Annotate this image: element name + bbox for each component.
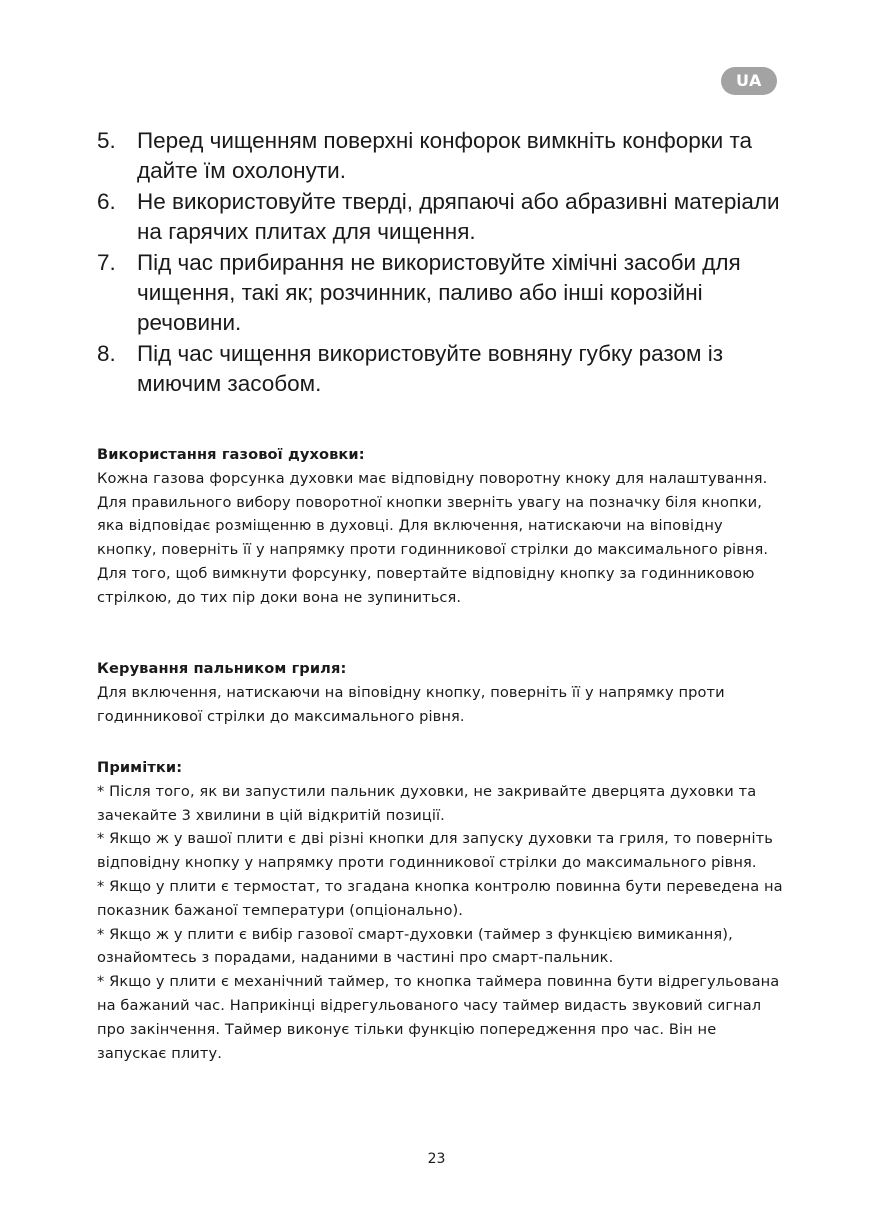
list-item — [97, 187, 797, 248]
oven-section — [97, 443, 787, 610]
list-item-text: Не використовуйте тверді, дряпаючі або абразивні матеріали на гарячих плитах для чищення. — [137, 188, 780, 245]
list-item-number: 8. — [97, 340, 116, 366]
notes-section-heading: Примітки: — [97, 759, 183, 776]
list-item-number: 7. — [97, 249, 116, 275]
grill-section-heading: Керування пальником гриля: — [97, 660, 347, 677]
note-item: * Якщо ж у вашої плити є дві різні кнопки для запуску духовки та гриля, то поверніть відповідну кнопку у напрямку проти годинникової стрілки до максимального рівня. — [97, 830, 773, 872]
list-item-text: Перед чищенням поверхні конфорок вимкніть конфорки та дайте їм охолонути. — [137, 128, 753, 184]
list-item — [97, 248, 797, 339]
note-item: * Після того, як ви запустили пальник духовки, не закривайте дверцята духовки та зачекайте 3 хвилини в цій відкритій позиції. — [97, 782, 757, 824]
notes-section — [97, 756, 787, 1065]
list-item-text: Під час чищення використовуйте вовняну губку разом із миючим засобом. — [137, 340, 724, 397]
oven-section-heading: Використання газової духовки: — [97, 446, 365, 463]
grill-section-body: Для включення, натискаючи на віповідну кнопку, поверніть її у напрямку проти годинникової стрілки до максимального рівня. — [97, 683, 725, 725]
list-item — [97, 339, 797, 400]
grill-section — [97, 657, 787, 728]
note-item: * Якщо у плити є механічний таймер, то кнопка таймера повинна бути відрегульована на бажаний час. Наприкінці відрегульованого часу таймер видасть звуковий сигнал про закінчення. Таймер виконує тільки функцію попередження про час. Він не запускає плиту. — [97, 973, 780, 1062]
list-item — [97, 126, 797, 187]
note-item: * Якщо ж у плити є вибір газової смарт-духовки (таймер з функцією вимикання), ознайомтесь з порадами, наданими в частині про смарт-пальник. — [97, 925, 733, 967]
language-badge: UA — [721, 67, 777, 95]
list-item-number: 6. — [97, 188, 116, 214]
oven-section-body: Кожна газова форсунка духовки має відповідну поворотну кноку для налаштування. Для правильного вибору поворотної кнопки зверніть увагу на позначку біля кнопки, яка відповідає розміщенню в духовці. Для включення, натискаючи на віповідну кнопку, поверніть її у напрямку проти годинникової стрілки до максимального рівня. Для того, щоб вимкнути форсунку, повертайте відповідну кнопку за годинниковою стрілкою, до тих пір доки вона не зупиниться. — [97, 469, 769, 606]
list-item-number: 5. — [97, 128, 116, 153]
cleaning-steps-list — [97, 126, 797, 400]
list-item-text: Під час прибирання не використовуйте хімічні засоби для чищення, такі як; розчинник, паливо або інші корозійні речовини. — [137, 249, 741, 336]
page-number: 23 — [427, 1151, 446, 1167]
note-item: * Якщо у плити є термостат, то згадана кнопка контролю повинна бути переведена на показник бажаної температури (опціонально). — [97, 877, 783, 919]
